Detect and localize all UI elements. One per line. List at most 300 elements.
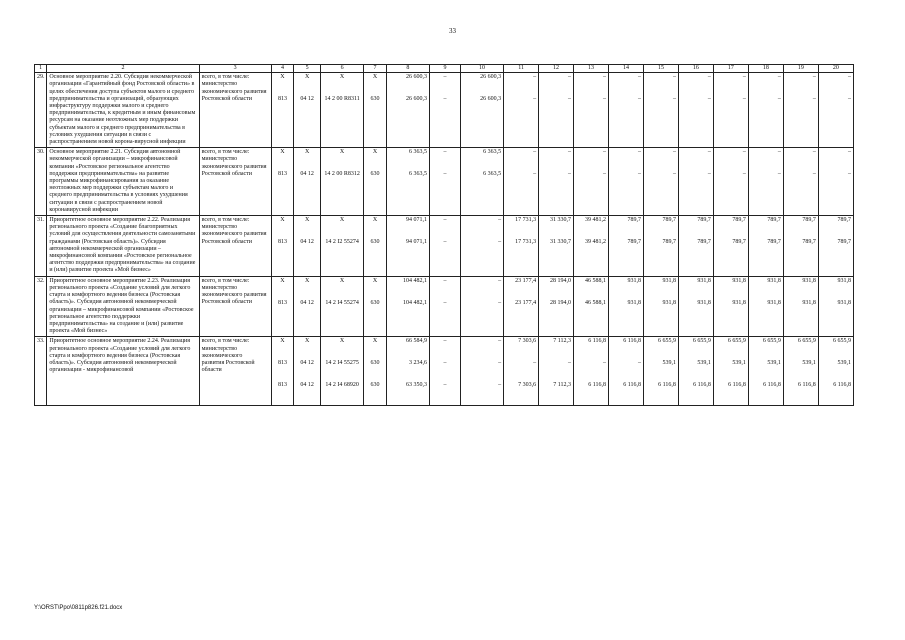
executor: министерство экономического развития Ростовской области xyxy=(201,224,267,245)
year-13-cell xyxy=(574,276,609,337)
measure-name: Приоритетное основное мероприятие 2.22. Реализация регионального проекта «Создание благоприятных условий для осуществления деятельности самозанятыми гражданами (Ростовская область)». Субсидия автономной некоммерческой организации – микрофинансовой компании «Ростовское региональное агентство поддержки предпринимательства» на создание и (или) развитие проекта «Мой бизнес» xyxy=(47,216,199,277)
year-13-cell xyxy=(574,73,609,148)
gov-code: 813 xyxy=(277,382,287,389)
column-number: 19 xyxy=(783,65,818,73)
year-19-cell xyxy=(783,337,818,406)
gov-code: 813 xyxy=(277,239,287,246)
year-18-cell xyxy=(748,148,783,216)
target-article: X xyxy=(339,338,345,345)
year-11-cell xyxy=(504,73,539,148)
year-value: 6 655,9 xyxy=(727,338,746,345)
year-value: – xyxy=(742,171,746,178)
column-number: 20 xyxy=(818,65,853,73)
col-10-value: 26 600,3 xyxy=(480,74,502,81)
executor-cell xyxy=(199,276,271,337)
gov-code: 813 xyxy=(277,96,287,103)
gov-code: 813 xyxy=(277,360,287,367)
year-value: 789,7 xyxy=(837,217,851,224)
total-amount: 26 600,3 xyxy=(406,74,428,81)
year-value: 539,1 xyxy=(837,360,851,367)
row-number: 32. xyxy=(35,276,47,337)
executor-cell xyxy=(199,216,271,277)
year-value: – xyxy=(603,149,606,156)
year-value: 539,1 xyxy=(802,360,816,367)
year-15-cell xyxy=(643,216,678,277)
measure-name: Приоритетное основное мероприятие 2.24. Реализация регионального проекта «Создание условий для легкого старта и комфортного ведения бизнеса (Ростовская область)». Субсидия автономной некоммерческой организации - микрофинансовой xyxy=(47,337,199,406)
column-number: 12 xyxy=(539,65,574,73)
executor: министерство экономического развития Ростовской области xyxy=(201,156,267,177)
section-code: 04 12 xyxy=(300,299,314,306)
year-value: – xyxy=(777,74,781,81)
year-value: 7 303,6 xyxy=(518,382,537,389)
target-article: X xyxy=(339,217,345,224)
target-article: X xyxy=(339,74,345,81)
table-row xyxy=(35,148,854,216)
year-value: 931,8 xyxy=(802,277,816,284)
target-article: 14 2 00 R8311 xyxy=(324,96,360,103)
year-value: 789,7 xyxy=(697,239,711,246)
year-value: – xyxy=(672,74,676,81)
col-9-value-cell xyxy=(430,276,461,337)
year-value: 789,7 xyxy=(802,217,816,224)
year-value: 931,8 xyxy=(802,299,816,306)
gov-code: X xyxy=(280,74,285,81)
year-13-cell xyxy=(574,216,609,277)
measure-name: Основное мероприятие 2.21. Субсидия автономной некоммерческой организации – микрофинансовой компании «Ростовское региональное агентство поддержки предпринимательства» на развитие программы микрофинансирования за оказание неотложных мер поддержки субъектам малого и среднего предпринимательства в условиях ухудшения ситуации в связи с распространением новой коронавирусной инфекции xyxy=(47,148,199,216)
year-value: 46 588,1 xyxy=(585,299,606,306)
year-17-cell xyxy=(713,73,748,148)
year-value: – xyxy=(672,171,676,178)
year-value: 789,7 xyxy=(837,239,851,246)
gov-code-cell xyxy=(271,216,294,277)
year-value: – xyxy=(568,149,572,156)
section-code: X xyxy=(304,74,310,81)
col-9-value: – xyxy=(443,171,447,178)
measure-name: Основное мероприятие 2.20. Субсидия некоммерческой организации «Гарантийный фонд Ростовской области» в целях обеспечения доступа субъектов малого и среднего предпринимательства и организаций, образующих инфраструктуру поддержки малого и среднего предпринимательства, к кредитным и иным финансовым ресурсам на оказание неотложных мер поддержки субъектам малого и среднего предпринимательства в условиях ухудшения ситуации в связи с распространением новой корона-вирусной инфекции xyxy=(47,73,199,148)
year-18-cell xyxy=(748,73,783,148)
executor: всего, в том числе: xyxy=(201,74,250,81)
target-article: 14 2 I4 55274 xyxy=(325,299,359,306)
year-12-cell xyxy=(539,73,574,148)
year-value: 28 194,0 xyxy=(550,299,572,306)
total-amount-cell xyxy=(386,276,429,337)
year-value: – xyxy=(812,74,816,81)
total-amount: 6 363,5 xyxy=(409,149,428,156)
year-12-cell xyxy=(539,148,574,216)
year-20-cell xyxy=(818,216,853,277)
col-10-value: 6 363,5 xyxy=(483,171,502,178)
year-value: 539,1 xyxy=(697,360,711,367)
total-amount-cell xyxy=(386,148,429,216)
column-number: 3 xyxy=(199,65,271,73)
expense-type: 630 xyxy=(370,299,380,306)
col-9-value-cell xyxy=(430,337,461,406)
column-number: 7 xyxy=(364,65,387,73)
page-number: 33 xyxy=(449,27,456,35)
year-value: – xyxy=(848,74,851,81)
executor: всего, в том числе: xyxy=(201,277,250,284)
year-value: – xyxy=(637,74,641,81)
year-value: – xyxy=(812,171,816,178)
year-16-cell xyxy=(678,148,713,216)
year-value: 6 655,9 xyxy=(797,338,816,345)
executor: министерство экономического развития Ростовской области xyxy=(201,284,267,306)
year-value: 6 116,8 xyxy=(623,338,641,345)
col-10-value: – xyxy=(498,299,502,306)
year-11-cell xyxy=(504,276,539,337)
executor-cell xyxy=(199,73,271,148)
year-value: – xyxy=(848,171,851,178)
year-value: 789,7 xyxy=(802,239,816,246)
column-number: 13 xyxy=(574,65,609,73)
year-value: 28 194,0 xyxy=(550,277,572,284)
gov-code: 813 xyxy=(277,299,287,306)
year-value: 931,8 xyxy=(732,277,746,284)
year-value: 17 731,3 xyxy=(515,239,537,246)
year-value: 7 303,6 xyxy=(518,338,537,345)
row-number: 33. xyxy=(35,337,47,406)
year-16-cell xyxy=(678,337,713,406)
target-article-cell xyxy=(321,337,364,406)
col-10-value: – xyxy=(498,277,502,284)
year-value: – xyxy=(707,171,711,178)
year-15-cell xyxy=(643,148,678,216)
section-code-cell xyxy=(294,73,321,148)
col-10-value: – xyxy=(498,382,502,389)
executor: развития Ростовской области xyxy=(201,359,255,374)
year-value: – xyxy=(707,96,711,103)
col-9-value: – xyxy=(443,338,447,345)
col-9-value: – xyxy=(443,149,447,156)
gov-code: X xyxy=(280,217,285,224)
year-20-cell xyxy=(818,148,853,216)
executor: министерство экономического развития Ростовской области xyxy=(201,81,267,102)
year-15-cell xyxy=(643,337,678,406)
col-10-value: 26 600,3 xyxy=(480,96,502,103)
year-value: – xyxy=(568,360,572,367)
budget-table xyxy=(34,64,854,406)
year-value: – xyxy=(603,74,606,81)
year-value: – xyxy=(568,74,572,81)
year-13-cell xyxy=(574,337,609,406)
expense-type: 630 xyxy=(370,360,380,367)
column-number: 11 xyxy=(504,65,539,73)
column-number: 10 xyxy=(460,65,503,73)
expense-type-cell xyxy=(364,337,387,406)
year-16-cell xyxy=(678,276,713,337)
gov-code-cell xyxy=(271,276,294,337)
year-value: 39 481,2 xyxy=(585,239,606,246)
year-value: 931,8 xyxy=(767,299,781,306)
section-code: 04 12 xyxy=(300,382,314,389)
gov-code: 813 xyxy=(277,171,287,178)
year-value: 6 116,8 xyxy=(588,382,606,389)
section-code-cell xyxy=(294,216,321,277)
expense-type: 630 xyxy=(370,171,380,178)
year-value: 7 112,3 xyxy=(553,382,572,389)
year-value: – xyxy=(777,96,781,103)
year-value: 6 116,8 xyxy=(833,382,851,389)
col-9-value: – xyxy=(443,217,447,224)
expense-type: 630 xyxy=(370,96,380,103)
col-9-value: – xyxy=(443,360,447,367)
executor: министерство экономического xyxy=(201,345,243,359)
section-code: 04 12 xyxy=(300,96,314,103)
expense-type-cell xyxy=(364,148,387,216)
year-value: 789,7 xyxy=(662,217,676,224)
year-value: 789,7 xyxy=(627,239,641,246)
gov-code-cell xyxy=(271,148,294,216)
year-11-cell xyxy=(504,148,539,216)
year-12-cell xyxy=(539,337,574,406)
col-10-value-cell xyxy=(460,216,503,277)
year-value: 931,8 xyxy=(627,277,641,284)
year-value: – xyxy=(637,171,641,178)
year-20-cell xyxy=(818,276,853,337)
col-9-value-cell xyxy=(430,216,461,277)
year-18-cell xyxy=(748,216,783,277)
year-12-cell xyxy=(539,276,574,337)
table-row xyxy=(35,73,854,148)
expense-type: X xyxy=(372,74,378,81)
col-9-value: – xyxy=(443,277,447,284)
gov-code-cell xyxy=(271,73,294,148)
year-value: 789,7 xyxy=(767,217,781,224)
year-value: 789,7 xyxy=(732,217,746,224)
year-15-cell xyxy=(643,276,678,337)
col-10-value-cell xyxy=(460,337,503,406)
column-number: 17 xyxy=(713,65,748,73)
section-code: X xyxy=(304,277,310,284)
year-18-cell xyxy=(748,276,783,337)
year-value: 931,8 xyxy=(662,277,676,284)
year-value: 931,8 xyxy=(837,299,851,306)
year-13-cell xyxy=(574,148,609,216)
year-17-cell xyxy=(713,148,748,216)
year-value: – xyxy=(672,149,676,156)
target-article: 14 2 I4 55275 xyxy=(325,360,359,367)
year-14-cell xyxy=(609,148,644,216)
section-code: 04 12 xyxy=(300,239,314,246)
expense-type: 630 xyxy=(370,239,380,246)
gov-code: X xyxy=(280,277,285,284)
year-19-cell xyxy=(783,276,818,337)
year-20-cell xyxy=(818,337,853,406)
section-code: X xyxy=(304,217,310,224)
col-9-value: – xyxy=(443,382,447,389)
year-value: – xyxy=(848,149,851,156)
total-amount: 66 584,9 xyxy=(406,338,428,345)
year-value: 789,7 xyxy=(767,239,781,246)
table-row xyxy=(35,337,854,406)
year-value: – xyxy=(568,171,572,178)
column-number: 2 xyxy=(47,65,199,73)
column-number: 14 xyxy=(609,65,644,73)
year-value: – xyxy=(603,171,606,178)
column-number: 18 xyxy=(748,65,783,73)
total-amount: 104 482,1 xyxy=(403,277,428,284)
total-amount-cell xyxy=(386,337,429,406)
column-number: 6 xyxy=(321,65,364,73)
year-value: 17 731,3 xyxy=(515,217,537,224)
year-value: – xyxy=(533,171,537,178)
year-value: – xyxy=(603,360,606,367)
year-14-cell xyxy=(609,276,644,337)
column-number: 8 xyxy=(386,65,429,73)
year-11-cell xyxy=(504,337,539,406)
row-number: 29. xyxy=(35,73,47,148)
executor-cell xyxy=(199,148,271,216)
year-value: 539,1 xyxy=(732,360,746,367)
col-9-value: – xyxy=(443,74,447,81)
total-amount-cell xyxy=(386,73,429,148)
year-16-cell xyxy=(678,216,713,277)
target-article-cell xyxy=(321,276,364,337)
col-9-value: – xyxy=(443,239,447,246)
gov-code: X xyxy=(280,149,285,156)
year-value: 31 330,7 xyxy=(550,217,572,224)
year-value: 789,7 xyxy=(662,239,676,246)
year-value: – xyxy=(533,360,537,367)
year-20-cell xyxy=(818,73,853,148)
column-number: 4 xyxy=(271,65,294,73)
year-value: 539,1 xyxy=(767,360,781,367)
year-value: 6 655,9 xyxy=(692,338,711,345)
executor-cell xyxy=(199,337,271,406)
expense-type: X xyxy=(372,338,378,345)
gov-code: X xyxy=(280,338,285,345)
year-19-cell xyxy=(783,148,818,216)
column-number: 1 xyxy=(35,65,47,73)
measure-name: Приоритетное основное мероприятие 2.23. Реализация регионального проекта «Создание условий для легкого старта и комфортного ведения бизнеса (Ростовская область)». Субсидия автономной некоммерческой организации – микрофинансовой компании «Ростовское региональное агентство поддержки предпринимательства» на создание и (или) развитие проекта «Мой бизнес» xyxy=(47,276,199,337)
year-value: – xyxy=(777,171,781,178)
year-16-cell xyxy=(678,73,713,148)
year-value: – xyxy=(603,96,606,103)
col-9-value-cell xyxy=(430,148,461,216)
column-number: 16 xyxy=(678,65,713,73)
table-row xyxy=(35,216,854,277)
year-17-cell xyxy=(713,337,748,406)
year-value: 46 588,1 xyxy=(585,277,606,284)
total-amount: 104 482,1 xyxy=(403,299,428,306)
row-number: 30. xyxy=(35,148,47,216)
target-article: 14 2 I2 55274 xyxy=(325,239,359,246)
year-value: – xyxy=(812,149,816,156)
year-value: – xyxy=(637,360,641,367)
year-value: 23 177,4 xyxy=(515,299,537,306)
total-amount: 94 071,1 xyxy=(406,217,428,224)
year-value: – xyxy=(742,96,746,103)
year-value: – xyxy=(672,96,676,103)
total-amount: 26 600,3 xyxy=(406,96,428,103)
year-value: – xyxy=(812,96,816,103)
year-value: 23 177,4 xyxy=(515,277,537,284)
col-9-value: – xyxy=(443,299,447,306)
expense-type: X xyxy=(372,217,378,224)
year-value: 6 116,8 xyxy=(623,382,641,389)
year-value: 6 655,9 xyxy=(657,338,676,345)
expense-type-cell xyxy=(364,216,387,277)
section-code: X xyxy=(304,338,310,345)
year-value: – xyxy=(707,74,711,81)
year-14-cell xyxy=(609,73,644,148)
year-value: 6 116,8 xyxy=(728,382,746,389)
section-code-cell xyxy=(294,337,321,406)
year-value: 539,1 xyxy=(662,360,676,367)
expense-type: 630 xyxy=(370,382,380,389)
year-value: 931,8 xyxy=(662,299,676,306)
year-value: 6 116,8 xyxy=(658,382,676,389)
table-row xyxy=(35,276,854,337)
section-code: X xyxy=(304,149,310,156)
executor: всего, в том числе: xyxy=(201,217,250,224)
year-19-cell xyxy=(783,216,818,277)
column-number-row xyxy=(35,65,854,73)
col-9-value-cell xyxy=(430,73,461,148)
year-value: 789,7 xyxy=(732,239,746,246)
section-code: 04 12 xyxy=(300,171,314,178)
target-article-cell xyxy=(321,73,364,148)
year-value: 6 116,8 xyxy=(693,382,711,389)
target-article: 14 2 I4 68920 xyxy=(325,382,359,389)
target-article: X xyxy=(339,277,345,284)
target-article: 14 2 00 R8312 xyxy=(324,171,360,178)
col-10-value: – xyxy=(498,338,502,345)
year-17-cell xyxy=(713,276,748,337)
year-value: – xyxy=(637,149,641,156)
total-amount: 94 071,1 xyxy=(406,239,428,246)
year-value: 789,7 xyxy=(627,217,641,224)
row-number: 31. xyxy=(35,216,47,277)
year-value: 931,8 xyxy=(697,299,711,306)
section-code-cell xyxy=(294,148,321,216)
col-10-value-cell xyxy=(460,148,503,216)
col-9-value: – xyxy=(443,96,447,103)
year-value: – xyxy=(568,96,572,103)
year-value: 39 481,2 xyxy=(585,217,606,224)
year-value: – xyxy=(777,149,781,156)
year-18-cell xyxy=(748,337,783,406)
col-10-value: 6 363,5 xyxy=(483,149,502,156)
year-value: 31 330,7 xyxy=(550,239,572,246)
year-value: 931,8 xyxy=(837,277,851,284)
column-number: 9 xyxy=(430,65,461,73)
section-code-cell xyxy=(294,276,321,337)
year-value: – xyxy=(533,74,537,81)
year-14-cell xyxy=(609,337,644,406)
col-10-value-cell xyxy=(460,276,503,337)
column-number: 5 xyxy=(294,65,321,73)
year-14-cell xyxy=(609,216,644,277)
col-10-value: – xyxy=(498,217,502,224)
year-value: 789,7 xyxy=(697,217,711,224)
year-value: – xyxy=(533,96,537,103)
year-value: 931,8 xyxy=(627,299,641,306)
year-value: – xyxy=(742,149,746,156)
gov-code-cell xyxy=(271,337,294,406)
target-article: X xyxy=(339,149,345,156)
year-15-cell xyxy=(643,73,678,148)
file-path-footer: Y:\ORST\Ppo\0811p826.f21.docx xyxy=(34,605,123,611)
year-12-cell xyxy=(539,216,574,277)
col-10-value: – xyxy=(498,239,502,246)
year-value: – xyxy=(533,149,537,156)
year-value: 931,8 xyxy=(767,277,781,284)
expense-type-cell xyxy=(364,276,387,337)
target-article-cell xyxy=(321,148,364,216)
col-10-value: – xyxy=(498,360,502,367)
expense-type: X xyxy=(372,277,378,284)
